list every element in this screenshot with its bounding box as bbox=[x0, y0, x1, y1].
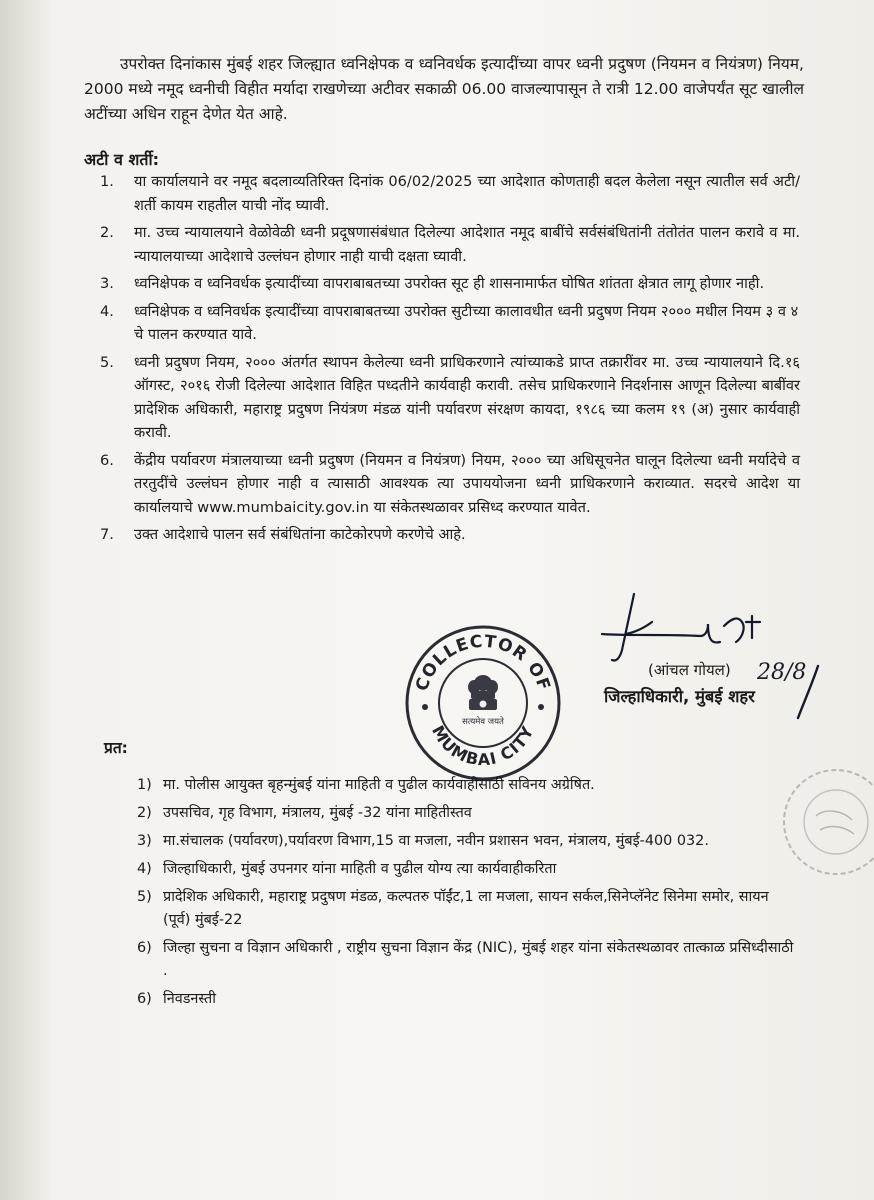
stamp-top-text: COLLECTOR OF bbox=[411, 631, 555, 694]
svg-text:MUMBAI CITY bbox=[428, 722, 538, 769]
condition-item bbox=[100, 170, 800, 217]
stamp-bottom-text: MUMBAI CITY bbox=[428, 722, 538, 770]
copy-recipient-item bbox=[137, 858, 797, 881]
copy-text: जिल्हा सुचना व विज्ञान अधिकारी , राष्ट्रीय सुचना विज्ञान केंद्र (NIC), मुंबई शहर यांना संकेतस्थळावर तात्काळ प्रसिध्दीसाठी . bbox=[163, 940, 794, 979]
copy-recipient-item bbox=[137, 937, 797, 983]
condition-item bbox=[100, 449, 800, 520]
copy-recipient-list bbox=[137, 774, 797, 1016]
copy-number: 4) bbox=[137, 861, 152, 877]
signatory-name: (आंचल गोयल) bbox=[648, 661, 731, 679]
copy-recipient-item bbox=[137, 774, 797, 797]
copy-recipient-item bbox=[137, 830, 797, 853]
copy-text: मा.संचालक (पर्यावरण),पर्यावरण विभाग,15 वा मजला, नवीन प्रशासन भवन, मंत्रालय, मुंबई-400 032. bbox=[163, 833, 709, 849]
intro-text: उपरोक्त दिनांकास मुंबई शहर जिल्ह्यात ध्वनिक्षेपक व ध्वनिवर्धक इत्यादींच्या वापर ध्वनी प्रदुषण (नियमन व नियंत्रण) नियम, 2000 मध्ये नमूद ध्वनीची विहीत मर्यादा राखणेच्या अटीवर सकाळी 06.00 वाजल्यापासून ते रात्री 12.00 वाजेपर्यंत सूट खालील अटींच्या अधिन राहून देणेत येत आहे. bbox=[84, 55, 804, 123]
copy-to-label: प्रत: bbox=[104, 739, 128, 757]
copy-number: 1) bbox=[137, 777, 152, 793]
condition-number: 1. bbox=[100, 173, 114, 190]
copy-text: मा. पोलीस आयुक्त बृहन्मुंबई यांना माहिती व पुढील कार्यवाहीसाठी सविनय अग्रेषित. bbox=[163, 777, 595, 793]
copy-number: 3) bbox=[137, 833, 152, 849]
condition-text: या कार्यालयाने वर नमूद बदलाव्यतिरिक्त दिनांक 06/02/2025 च्या आदेशात कोणताही बदल केलेला नसून त्यातील सर्व अटी/शर्ती कायम राहतील याची नोंद घ्यावी. bbox=[134, 173, 800, 214]
condition-text: केंद्रीय पर्यावरण मंत्रालयाच्या ध्वनी प्रदुषण (नियमन व नियंत्रण) नियम, २००० च्या अधिसूचनेत घालून दिलेल्या ध्वनी मर्यादेचे व तरतुदींचे उल्लंघन होणार नाही व त्यासाठी आवश्यक त्या उपाययोजना ध्वनी प्राधिकरणाने कराव्यात. सदरचे आदेश या कार्यालयाचे www.mumbaicity.gov.in या संकेतस्थळावर प्रसिध्द करण्यात यावेत. bbox=[134, 451, 800, 516]
stamp-motto: सत्यमेव जयते bbox=[462, 717, 504, 727]
conditions-list bbox=[100, 170, 800, 551]
copy-recipient-item bbox=[137, 886, 797, 932]
signature-date-note: 28/8 bbox=[757, 660, 807, 685]
copy-number: 5) bbox=[137, 889, 152, 905]
copy-recipient-item bbox=[137, 802, 797, 825]
condition-text: उक्त आदेशाचे पालन सर्व संबंधितांना काटेकोरपणे करणेचे आहे. bbox=[134, 526, 466, 543]
collector-seal-stamp bbox=[403, 623, 563, 783]
condition-number: 5. bbox=[100, 353, 114, 371]
condition-text: मा. उच्च न्यायालयाने वेळोवेळी ध्वनी प्रदूषणासंबंधात दिलेल्या आदेशात नमूद बाबींचे सर्वसंबंधितांनी तंतोतंत पालन करावे व मा. न्यायालयाच्या आदेशाचे उल्लंघन होणार नाही याची दक्षता घ्यावी. bbox=[134, 224, 800, 265]
condition-number: 7. bbox=[100, 526, 114, 543]
copy-recipient-item bbox=[137, 988, 797, 1011]
copy-text: प्रादेशिक अधिकारी, महाराष्ट्र प्रदुषण मंडळ, कल्पतरु पॉईंट,1 ला मजला, सायन सर्कल,सिनेप्लॅनेट सिनेमा समोर, सायन (पूर्व) मुंबई-22 bbox=[163, 889, 769, 928]
copy-number: 2) bbox=[137, 805, 152, 821]
signatory-title: जिल्हाधिकारी, मुंबई शहर bbox=[604, 687, 755, 706]
condition-number: 4. bbox=[100, 302, 114, 320]
intro-paragraph bbox=[84, 52, 804, 127]
copy-text: उपसचिव, गृह विभाग, मंत्रालय, मुंबई -32 यांना माहितीस्तव bbox=[163, 805, 472, 821]
condition-text: ध्वनिक्षेपक व ध्वनिवर्धक इत्यादींच्या वापराबाबतच्या उपरोक्त सुटीच्या कालावधीत ध्वनी प्रदुषण नियम २००० मधील नियम ३ व ४ चे पालन करण्यात यावे. bbox=[134, 302, 799, 343]
copy-text: निवडनस्ती bbox=[163, 991, 216, 1007]
condition-item bbox=[100, 351, 800, 445]
condition-number: 2. bbox=[100, 224, 114, 241]
condition-number: 3. bbox=[100, 275, 114, 292]
condition-item bbox=[100, 221, 800, 268]
copy-text: जिल्हाधिकारी, मुंबई उपनगर यांना माहिती व पुढील योग्य त्या कार्यवाहीकरिता bbox=[163, 861, 557, 877]
copy-number: 6) bbox=[137, 940, 152, 956]
condition-text: ध्वनी प्रदुषण नियम, २००० अंतर्गत स्थापन केलेल्या ध्वनी प्राधिकरणाने त्यांच्याकडे प्राप्त तक्रारींवर मा. उच्च न्यायालयाने दि.१६ ऑगस्ट, २०१६ रोजी दिलेल्या आदेशात विहित पध्दतीने कार्यवाही करावी. तसेच प्राधिकरणाने निदर्शनास आणून दिलेल्या बाबींवर प्रादेशिक अधिकारी, महाराष्ट्र प्रदुषण नियंत्रण मंडळ यांनी पर्यावरण संरक्षण कायदा, १९८६ च्या कलम १९ (अ) नुसार कार्यवाही करावी. bbox=[134, 353, 800, 441]
condition-item bbox=[100, 300, 800, 347]
condition-item bbox=[100, 523, 800, 547]
condition-number: 6. bbox=[100, 451, 114, 469]
conditions-heading: अटी व शर्ती: bbox=[84, 150, 160, 169]
signature-flourish bbox=[792, 662, 832, 722]
copy-number: 6) bbox=[137, 991, 152, 1007]
national-emblem-icon bbox=[468, 675, 498, 710]
condition-item bbox=[100, 272, 800, 296]
condition-text: ध्वनिक्षेपक व ध्वनिवर्धक इत्यादींच्या वापराबाबतच्या उपरोक्त सूट ही शासनामार्फत घोषित शांतता क्षेत्रात लागू होणार नाही. bbox=[134, 275, 765, 292]
